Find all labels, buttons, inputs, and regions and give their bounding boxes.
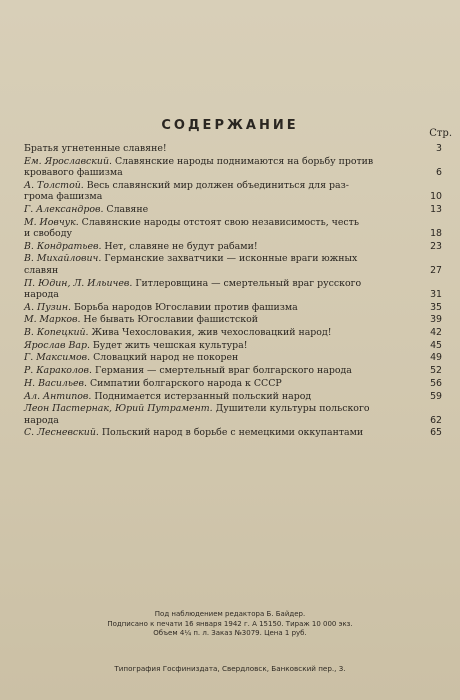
toc-entry-page: 13 xyxy=(430,203,442,215)
toc-entry-author: Ярослав Вар. xyxy=(24,339,90,351)
toc-entry-page: 56 xyxy=(430,377,442,389)
toc-entry-page: 35 xyxy=(430,301,442,313)
toc-entry-title: Словацкий народ не покорен xyxy=(93,352,239,364)
table-of-contents xyxy=(24,143,442,440)
toc-entry-title: Жива Чехословакия, жив чехословацкий народ! xyxy=(91,327,332,339)
toc-entry-author: Ем. Ярославский. xyxy=(24,155,112,167)
toc-entry-author: М. Иовчук. xyxy=(24,216,79,228)
toc-entry-title: Весь славянский мир должен объединиться для раз- xyxy=(86,179,349,191)
toc-entry-title: Борьба народов Югославии против фашизма xyxy=(73,301,298,313)
toc-entry-author: В. Кондратьев. xyxy=(24,240,102,252)
toc-entry-page: 3 xyxy=(436,143,442,154)
toc-entry-title: Будет жить чешская культура! xyxy=(92,339,248,351)
toc-entry-title: Славяне xyxy=(106,203,149,215)
toc-entry-author: В. Копецкий. xyxy=(24,327,89,339)
toc-entry-page: 6 xyxy=(436,167,442,179)
toc-entry-page: 31 xyxy=(430,288,442,300)
toc-entry-page: 23 xyxy=(430,240,442,252)
toc-entry xyxy=(24,340,442,351)
imprint-editor: Под наблюдением редактора Б. Байдер. xyxy=(154,610,306,618)
toc-entry xyxy=(24,327,442,338)
page-column-label: Стр. xyxy=(429,128,452,139)
toc-entry-author: Г. Максимов. xyxy=(24,352,91,364)
toc-entry xyxy=(24,180,442,203)
toc-entry-title: Германия — смертельный враг болгарского народа xyxy=(94,365,352,377)
toc-entry xyxy=(24,241,442,252)
toc-entry-author: Н. Васильев. xyxy=(24,377,87,389)
toc-entry-page: 45 xyxy=(430,339,442,351)
toc-entry-title: Германские захватчики — исконные враги южных xyxy=(104,253,358,265)
toc-entry-author: А. Толстой. xyxy=(24,179,84,191)
toc-entry-page: 39 xyxy=(430,314,442,326)
toc-entry-page: 10 xyxy=(430,191,442,203)
toc-entry xyxy=(24,352,442,363)
toc-entry xyxy=(24,204,442,215)
contents-heading: СОДЕРЖАНИЕ xyxy=(161,118,299,133)
toc-entry-title: Нет, славяне не будут рабами! xyxy=(104,240,258,252)
toc-entry-title-continued: славян xyxy=(24,264,59,276)
toc-entry xyxy=(24,217,442,240)
toc-entry-title: Не бывать Югославии фашистской xyxy=(83,314,258,326)
toc-entry-author: М. Марков. xyxy=(24,314,81,326)
toc-entry xyxy=(24,302,442,313)
toc-entry-author: Г. Александров. xyxy=(24,203,104,215)
toc-entry-author: Ал. Антипов. xyxy=(24,390,92,402)
toc-entry-author: В. Михайлович. xyxy=(24,253,102,265)
toc-entry-page: 49 xyxy=(430,352,442,364)
toc-entry-author: П. Юдин, Л. Ильичев. xyxy=(24,277,133,289)
toc-entry xyxy=(24,427,442,438)
toc-entry-page: 59 xyxy=(430,390,442,402)
toc-entry-title: Душители культуры польского xyxy=(215,403,370,415)
toc-entry-title: Польский народ в борьбе с немецкими оккупантами xyxy=(101,427,364,439)
toc-entry xyxy=(24,378,442,389)
toc-entry xyxy=(24,156,442,179)
toc-entry-title: Славянские народы отстоят свою независимость, честь xyxy=(81,216,359,228)
toc-entry xyxy=(24,403,442,426)
toc-entry-author: А. Пузин. xyxy=(24,301,71,313)
toc-entry-title-continued: грома фашизма xyxy=(24,191,103,203)
toc-entry-page: 27 xyxy=(430,264,442,276)
toc-entry xyxy=(24,143,442,154)
imprint-block xyxy=(0,610,460,639)
toc-entry-page: 42 xyxy=(430,327,442,339)
imprint-print-info: Подписано к печати 16 января 1942 г. А 15150. Тираж 10 000 экз. xyxy=(107,619,353,628)
toc-entry-page: 62 xyxy=(430,414,442,426)
toc-entry-title-continued: народа xyxy=(24,414,59,426)
toc-entry-title-continued: кровавого фашизма xyxy=(24,167,123,179)
toc-entry-page: 65 xyxy=(430,427,442,439)
toc-entry-title: Гитлеровщина — смертельный враг русского xyxy=(135,277,362,289)
toc-entry-author: С. Лесневский. xyxy=(24,427,99,439)
toc-entry xyxy=(24,253,442,276)
toc-entry-title: Поднимается истерзанный польский народ xyxy=(94,390,312,402)
toc-entry-page: 52 xyxy=(430,365,442,377)
toc-entry-page: 18 xyxy=(430,228,442,240)
toc-entry xyxy=(24,278,442,301)
toc-entry-title: Симпатии болгарского народа к СССР xyxy=(89,377,282,389)
toc-entry-title-continued: народа xyxy=(24,288,59,300)
toc-entry-title-continued: и свободу xyxy=(24,228,72,240)
toc-entry xyxy=(24,365,442,376)
toc-entry xyxy=(24,391,442,402)
typography-line: Типография Госфиниздата, Свердловск, Банковский пер., 3. xyxy=(114,664,346,673)
toc-entry-author: Р. Караколов. xyxy=(24,365,92,377)
imprint-volume: Объем 4¼ п. л. Заказ №3079. Цена 1 руб. xyxy=(153,629,307,637)
toc-entry-title: Славянские народы поднимаются на борьбу против xyxy=(114,155,374,167)
toc-entry-author: Леон Пастернак, Юрий Путрамент. xyxy=(24,403,213,415)
toc-entry xyxy=(24,314,442,325)
toc-entry-title: Братья угнетенные славяне! xyxy=(24,143,167,154)
